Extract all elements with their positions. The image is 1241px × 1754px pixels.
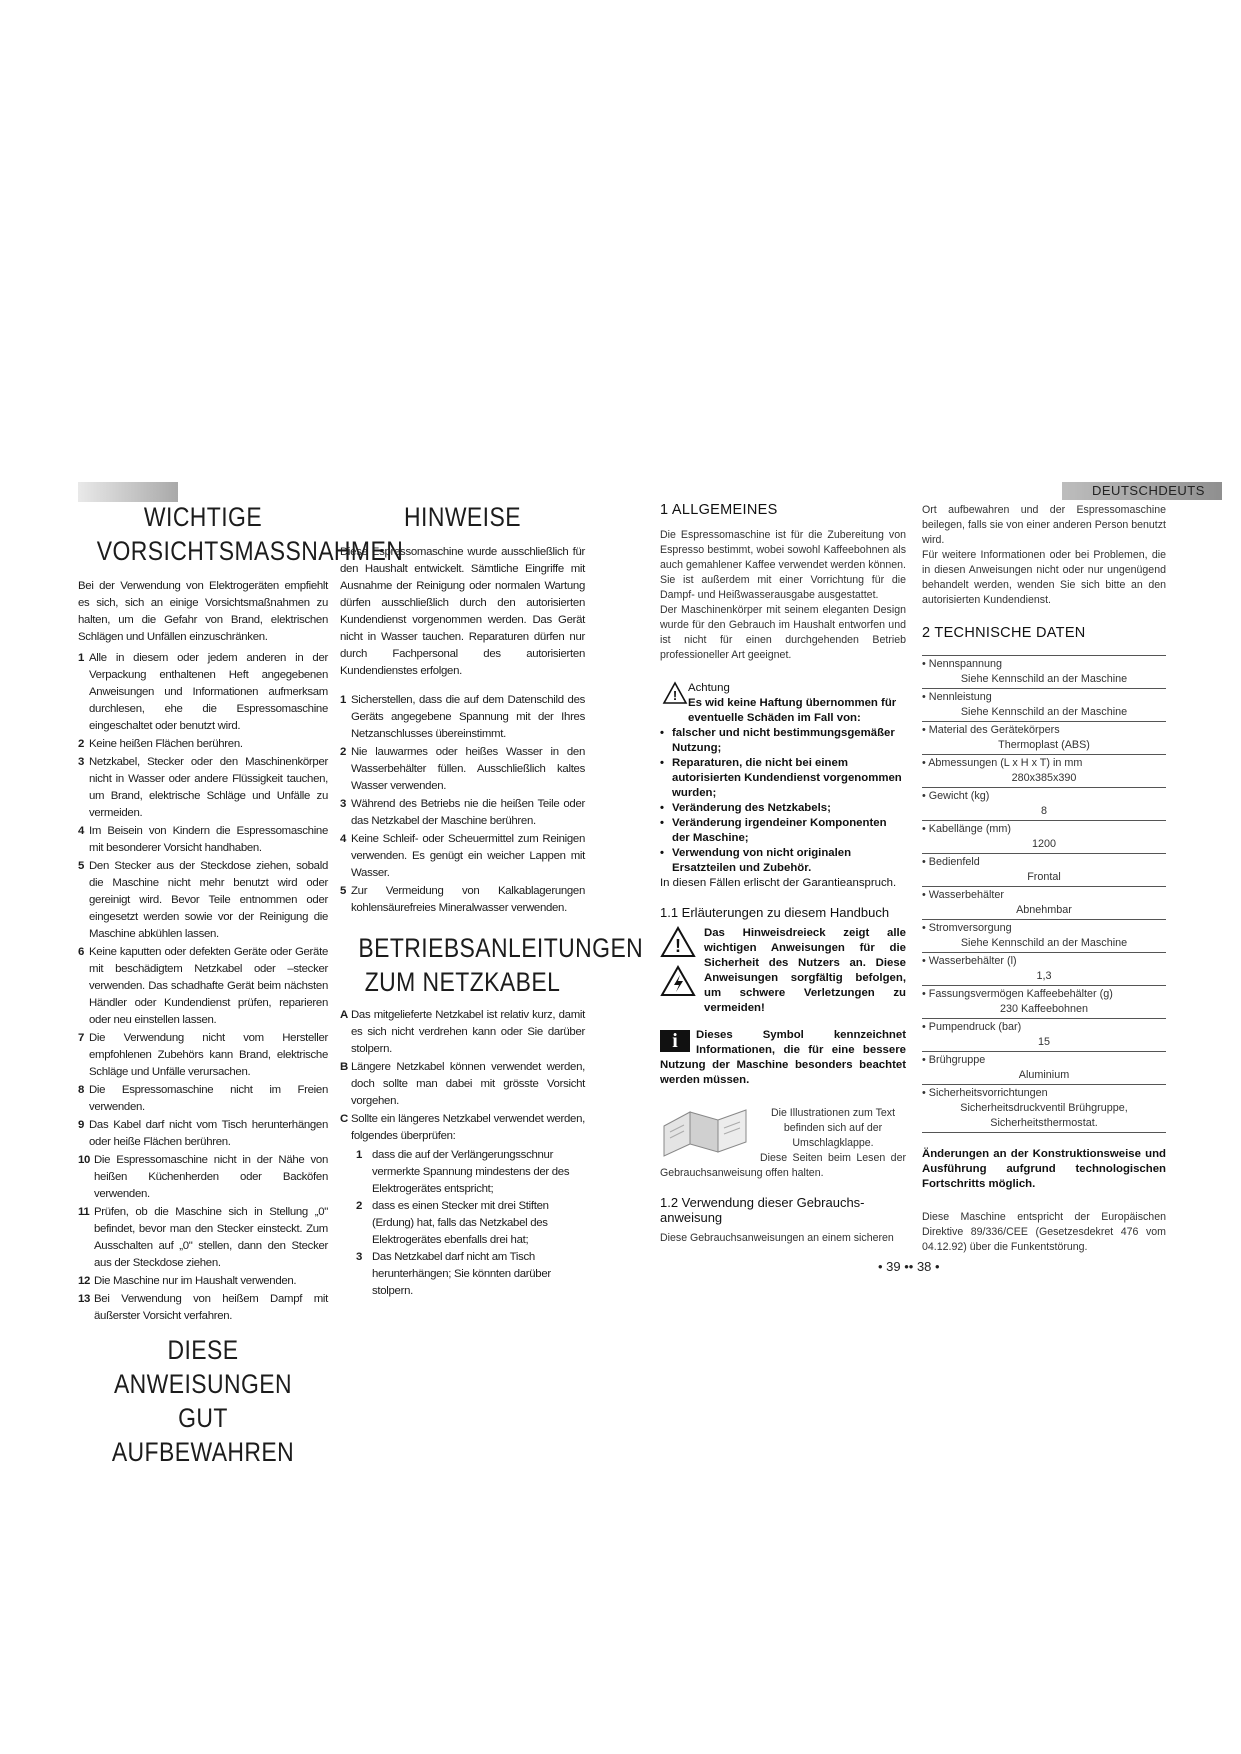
list-item [340,883,585,917]
list-item-text: Das Netzkabel darf nicht am Tisch herunterhängen; Sie könnten darüber stolpern. [372,1251,551,1297]
right-column-2 [922,503,1166,1255]
verwendung-text: Diese Gebrauchsanweisungen an einem sicheren [660,1232,894,1244]
spec-label: • Wasserbehälter (l) [922,954,1166,969]
bullet-text: Veränderung irgendeiner Komponenten der Maschine; [672,817,887,844]
list-item [78,1030,328,1081]
info-note-text: Dieses Symbol kennzeichnet Informationen, die für eine bessere Nutzung der Maschine besonders beachtet werden müssen. [660,1029,906,1086]
list-item-number: 1 [340,694,347,706]
spec-label: • Stromversorgung [922,921,1166,936]
spec-label: • Pumpendruck (bar) [922,1020,1166,1035]
changes-note: Änderungen an der Konstruktionsweise und Ausführung aufgrund technologischen Fortschritts möglich. [922,1148,1166,1190]
hinweise-list [340,692,585,917]
heading-verwendung: 1.2 Verwendung dieser Gebrauchs- anweisung [660,1195,865,1225]
spec-label: • Sicherheitsvorrichtungen [922,1086,1166,1101]
spec-label: • Material des Gerätekörpers [922,723,1166,738]
list-item [78,1273,328,1290]
illustration-text-1: Die Illustrationen zum Text befinden sich auf der Umschlagklappe. [770,1107,896,1149]
achtung-list [660,726,906,876]
bullet-marker: • [660,757,664,769]
list-item [78,1291,328,1325]
list-item-text: dass die auf der Verlängerungsschnur vermerkte Spannung mindestens der des Elektrogerätes entspricht; [372,1149,570,1195]
heading-allgemeines: 1 ALLGEMEINES [660,502,778,518]
svg-text:!: ! [675,936,681,956]
achtung-block [660,681,906,891]
list-item [340,831,585,882]
precautions-body [78,578,328,1325]
hinweise-intro: Diese Espressomaschine wurde ausschließlich für den Haushalt entwickelt. Sämtliche Eingriffe mit Ausnahme der Reinigung oder normalen Wartung dürfen ausschließlich durch den autorisierten Kundendienst vorgenommen werden. Das Gerät nicht in Wasser tauchen. Reparaturen dürfen nur durch Fachpersonal des autorisierten Kundendienstes erfolgen. [340,546,585,677]
list-item-text: Sollte ein längeres Netzkabel verwendet werden, folgendes überprüfen: [351,1113,585,1142]
list-item-text: Bei Verwendung von heißem Dampf mit äußerster Vorsicht verfahren. [94,1293,328,1322]
list-item-number: 4 [78,825,85,837]
directive-note: Diese Maschine entspricht der Europäischen Direktive 89/336/CEE (Gesetzesdekret 476 vom 04.12.92) über die Funkentstörung. [922,1211,1166,1253]
list-item-number: 8 [78,1084,85,1096]
spec-row [922,920,1166,953]
list-item-number: A [340,1009,348,1021]
spec-value: Siehe Kennschild an der Maschine [960,706,1128,718]
spec-label: • Nennspannung [922,657,1166,672]
spec-label: • Kabellänge (mm) [922,822,1166,837]
achtung-line: Es wid keine Haftung übernommen für eventuelle Schäden im Fall von: [688,697,897,724]
bullet-item [660,816,906,846]
list-item-number: 6 [78,946,85,958]
illustration-note [660,1106,906,1181]
bullet-item [660,756,906,801]
list-item-number: 12 [78,1275,91,1287]
bullet-marker: • [660,817,664,829]
spec-row [922,953,1166,986]
list-item-text: Netzkabel, Stecker oder den Maschinenkörper nicht in Wasser oder andere Flüssigkeit tauchen, um Brand, elektrische Schläge und Unfälle zu vermeiden. [89,756,328,819]
list-item-number: 2 [340,746,347,758]
spec-value: Thermoplast (ABS) [998,739,1090,751]
list-item-text: Die Verwendung nicht vom Hersteller empfohlenen Zubehörs kann Brand, elektrische Schläge und Unfälle verursachen. [89,1032,328,1078]
list-item-text: Den Stecker aus der Steckdose ziehen, sobald die Maschine nicht mehr benutzt wird oder gereinigt wird. Bevor Teile entnommen oder eingesetzt werden sowie vor der Reinigung die Maschine abkühlen lassen. [89,860,328,940]
list-item [78,754,328,822]
list-item-text: Das Kabel darf nicht vom Tisch herunterhängen oder heiße Flächen berühren. [89,1119,328,1148]
allgemeines-paragraph-2: Der Maschinenkörper mit seinem eleganten Design wurde für den Gebrauch im Haushalt entworfen und ist nicht für einen durchgehenden Betrieb professioneller Art geeignet. [660,604,906,661]
info-note [660,1028,906,1088]
list-item-text: Die Maschine nur im Haushalt verwenden. [94,1275,297,1287]
spec-row [922,656,1166,689]
bullet-text: falscher und nicht bestimmungsgemäßer Nutzung; [672,727,895,754]
list-item-number: 2 [356,1200,363,1212]
list-item [340,692,585,743]
spec-value: Sicherheitsdruckventil Brühgruppe, Sicherheitsthermostat. [960,1102,1128,1129]
right-column-1 [660,503,906,1246]
bullet-item [660,801,906,816]
bullet-marker: • [660,727,664,739]
spec-row [922,821,1166,854]
spec-row [922,755,1166,788]
list-item-text: Alle in diesem oder jedem anderen in der Verpackung enthaltenen Heft angegebenen Anweisungen und Informationen aufmerksam durchlesen, ehe die Espressomaschine eingeschaltet oder benutzt wird. [89,652,328,732]
list-item [340,744,585,795]
list-item-text: Längere Netzkabel können verwendet werden, doch sollte man dabei mit grösste Vorsicht vorgehen. [351,1061,585,1107]
list-item [356,1198,585,1249]
list-item-text: Keine heißen Flächen berühren. [89,738,243,750]
spec-value: 1,3 [1036,970,1052,982]
list-item [356,1249,585,1300]
bullet-text: Reparaturen, die nicht bei einem autorisierten Kundendienst vorgenommen wurden; [672,757,902,799]
spec-label: • Bedienfeld [922,855,1166,870]
spec-row [922,788,1166,821]
spec-value: 8 [1040,805,1047,817]
triangle-note [660,926,906,1016]
list-item [340,1007,585,1058]
spec-label: • Nennleistung [922,690,1166,705]
svg-text:!: ! [672,688,678,703]
spec-row [922,986,1166,1019]
list-item-number: 10 [78,1154,91,1166]
list-item-number: 3 [356,1251,363,1263]
list-item [78,1152,328,1203]
left-column-1 [78,500,404,1469]
list-item-number: 7 [78,1032,85,1044]
achtung-end: In diesen Fällen erlischt der Garantieanspruch. [660,877,897,889]
spec-label: • Fassungsvermögen Kaffeebehälter (g) [922,987,1166,1002]
illustration-text-2: Diese Seiten beim Lesen der Gebrauchsanweisung offen halten. [660,1152,906,1179]
title-wichtige: WICHTIGE VORSICHTSMASSNAHMEN [96,502,404,566]
list-item [78,944,328,1029]
bullet-marker: • [660,847,664,859]
list-item-number: 11 [78,1206,90,1218]
precautions-intro: Bei der Verwendung von Elektrogeräten empfiehlt es sich, sich an einige Vorsichtsmaßnahmen zu halten, um die Gefahr von Brand, elektrischen Schlägen und Unfällen einzuschränken. [78,580,328,643]
list-item [78,1082,328,1116]
list-item-text: dass es einen Stecker mit drei Stiften (Erdung) hat, falls das Netzkabel des Elektrogerätes ebenfalls drei hat; [372,1200,549,1246]
left-column-2 [340,500,644,1300]
bullet-marker: • [660,802,664,814]
title-hinweise: HINWEISE [404,502,521,532]
spec-row [922,1052,1166,1085]
list-item-number: C [340,1113,348,1125]
list-item-text: Sicherstellen, dass die auf dem Datenschild des Geräts angegebene Spannung mit der Ihres Netzanschlusses übereinstimmt. [351,694,585,740]
list-item-text: Nie lauwarmes oder heißes Wasser in den Wasserbehälter füllen. Ausschließlich kaltes Wasser verwenden. [351,746,585,792]
list-item-number: 4 [340,833,347,845]
list-item-text: Prüfen, ob die Maschine sich in Stellung „0" befindet, bevor man den Stecker einsteckt. Zum Ausschalten auf „0" stellen, dann den Stecker aus der Steckdose ziehen. [94,1206,328,1269]
bullet-text: Verwendung von nicht originalen Ersatzteilen und Zubehör. [672,847,852,874]
list-item-number: 5 [78,860,85,872]
warning-triangle-icon [660,681,688,726]
triangle-note-text: Das Hinweisdreieck zeigt alle wichtigen Anweisungen für die Sicherheit des Nutzers an. Diese Anweisungen sorgfältig befolgen, um schwere Verletzungen zu vermeiden! [704,927,906,1014]
list-item-number: 3 [340,798,347,810]
info-icon: i [660,1030,690,1052]
list-item-text: Das mitgelieferte Netzkabel ist relativ kurz, damit es sich nicht verdrehen kann oder Sie darüber stolpern. [351,1009,585,1055]
list-item-number: B [340,1061,348,1073]
spec-label: • Abmessungen (L x H x T) in mm [922,756,1166,771]
col2-paragraph-1: Ort aufbewahren und der Espressomaschine beilegen, falls sie von einer anderen Person benutzt wird. [922,504,1166,546]
spec-value: 280x385x390 [1011,772,1077,784]
list-item-text: Keine Schleif- oder Scheuermittel zum Reinigen verwenden. Es genügt ein weicher Lappen mit Wasser. [351,833,585,879]
spec-value: Aluminium [1018,1069,1070,1081]
heading-erlaeuterungen: 1.1 Erläuterungen zu diesem Handbuch [660,905,890,920]
hinweise-body [340,544,585,917]
spec-value: 230 Kaffeebohnen [999,1003,1089,1015]
title-betriebsanleitungen: BETRIEBSANLEITUNGEN ZUM NETZKABEL [358,933,644,997]
title-keep-instructions: DIESE ANWEISUNGEN GUT AUFBEWAHREN [111,1335,295,1467]
list-item-number: 13 [78,1293,91,1305]
list-item [78,1204,328,1272]
list-item-number: 3 [78,756,85,768]
fold-out-pages-icon [660,1106,752,1160]
list-item-number: 1 [356,1149,363,1161]
list-item [78,858,328,943]
spec-row [922,887,1166,920]
spec-value: 1200 [1031,838,1057,850]
kabel-sublist [356,1147,585,1300]
list-item [356,1147,585,1198]
list-item [340,796,585,830]
allgemeines-paragraph-1: Die Espressomaschine ist für die Zubereitung von Espresso bestimmt, wobei sowohl Kaffeebohnen als auch gemahlener Kaffee verwendet werden können. Sie ist außerdem mit einer Vorrichtung für die Dampf- und Heißwasserausgabe ausgestattet. [660,529,906,601]
bullet-item [660,726,906,756]
list-item-text: Im Beisein von Kindern die Espressomaschine mit besonderer Vorsicht handhaben. [89,825,328,854]
precautions-list [78,650,328,1325]
heading-technische-daten: 2 TECHNISCHE DATEN [922,625,1086,641]
list-item-text: Zur Vermeidung von Kalkablagerungen kohlensäurefreies Mineralwasser verwenden. [351,885,585,914]
page-numbers: • 39 •• 38 • [878,1259,940,1274]
spec-row [922,1085,1166,1133]
spec-row [922,722,1166,755]
spec-label: • Wasserbehälter [922,888,1166,903]
list-item [78,650,328,735]
kabel-body [340,1007,585,1300]
list-item [78,823,328,857]
list-item-number: 1 [78,652,85,664]
spec-value: Siehe Kennschild an der Maschine [960,937,1128,949]
list-item-text: Während des Betriebs nie die heißen Teile oder das Netzkabel der Maschine berühren. [351,798,585,827]
spec-list [922,656,1166,1133]
spec-value: 15 [1037,1036,1050,1048]
list-item [340,1111,585,1145]
list-item-number: 9 [78,1119,85,1131]
spec-label: • Brühgruppe [922,1053,1166,1068]
electric-hazard-icon [660,965,704,1002]
spec-value: Frontal [1027,871,1061,883]
warning-triangle-icon [660,926,704,963]
header-gradient-bar-left [78,482,178,502]
section-tag: DEUTSCHDEUTS [1092,483,1205,498]
list-item-text: Die Espressomaschine nicht im Freien verwenden. [89,1084,328,1113]
list-item-number: 2 [78,738,85,750]
spec-row [922,1019,1166,1052]
spec-row [922,689,1166,722]
list-item [78,1117,328,1151]
spec-value: Siehe Kennschild an der Maschine [960,673,1128,685]
bullet-item [660,846,906,876]
list-item [78,736,328,753]
list-item-text: Die Espressomaschine nicht in der Nähe von heißen Küchenherden oder Backöfen verwenden. [94,1154,328,1200]
achtung-title: Achtung [688,682,730,694]
col2-paragraph-2: Für weitere Informationen oder bei Problemen, die in diesen Anweisungen nicht oder nur ungenügend behandelt werden, wenden Sie sich bitte an den autorisierten Kundendienst. [922,549,1166,606]
list-item-text: Keine kaputten oder defekten Geräte oder Geräte mit beschädigtem Netzkabel oder –stecker verwenden. Das schadhafte Gerät beim nächsten Händler oder Kundendienst prüfen, reparieren oder neu einstellen lassen. [89,946,328,1026]
spec-value: Abnehmbar [1016,904,1072,916]
bullet-text: Veränderung des Netzkabels; [672,802,831,814]
list-item-number: 5 [340,885,347,897]
list-item [340,1059,585,1110]
kabel-list [340,1007,585,1145]
spec-row [922,854,1166,887]
spec-label: • Gewicht (kg) [922,789,1166,804]
